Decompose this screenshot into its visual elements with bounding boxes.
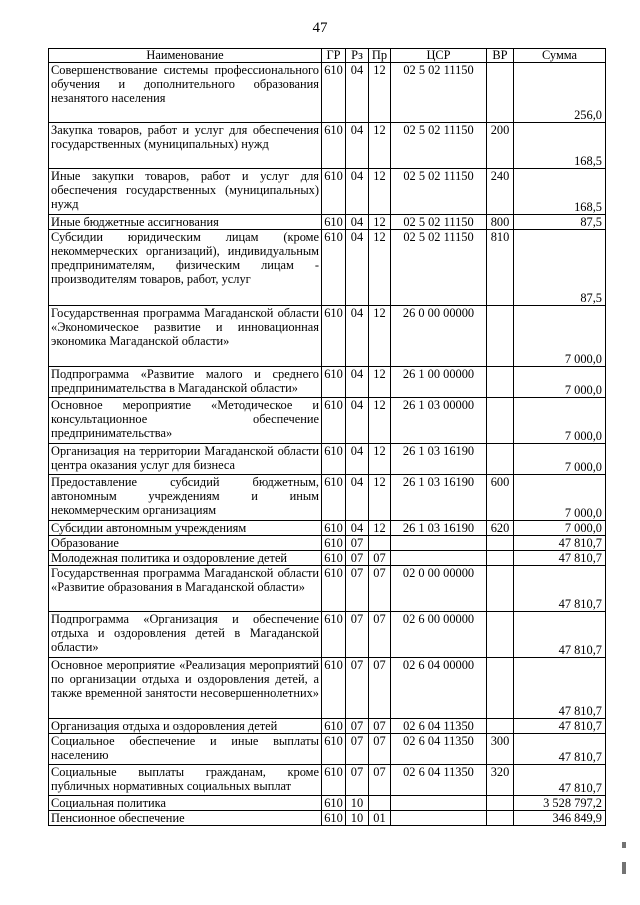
table-row — [49, 796, 606, 811]
row-gr: 610 — [322, 566, 346, 612]
row-name: Иные бюджетные ассигнования — [49, 215, 322, 230]
row-vr — [487, 796, 514, 811]
row-rz: 04 — [346, 398, 369, 444]
row-vr — [487, 306, 514, 367]
row-gr: 610 — [322, 765, 346, 796]
row-sum: 7 000,0 — [514, 521, 606, 536]
row-csr: 02 6 04 11350 — [391, 734, 487, 765]
row-rz: 04 — [346, 230, 369, 306]
header-rz: Рз — [346, 49, 369, 63]
row-csr: 02 5 02 11150 — [391, 230, 487, 306]
table-row — [49, 475, 606, 521]
row-csr — [391, 811, 487, 826]
row-sum: 47 810,7 — [514, 551, 606, 566]
page-number: 47 — [312, 20, 328, 36]
row-csr: 02 5 02 11150 — [391, 215, 487, 230]
table-row — [49, 169, 606, 215]
row-gr: 610 — [322, 658, 346, 719]
budget-table — [48, 48, 606, 826]
row-csr: 26 1 00 00000 — [391, 367, 487, 398]
row-rz: 04 — [346, 475, 369, 521]
row-name: Образование — [49, 536, 322, 551]
table-row — [49, 811, 606, 826]
table-row — [49, 367, 606, 398]
row-rz: 04 — [346, 215, 369, 230]
row-vr: 320 — [487, 765, 514, 796]
table-row — [49, 734, 606, 765]
row-pr: 12 — [369, 398, 391, 444]
edge-mark — [622, 862, 626, 874]
row-gr: 610 — [322, 475, 346, 521]
table-row — [49, 230, 606, 306]
row-gr: 610 — [322, 230, 346, 306]
row-csr: 26 1 03 16190 — [391, 475, 487, 521]
table-row — [49, 719, 606, 734]
table-row — [49, 521, 606, 536]
row-name: Субсидии автономным учреждениям — [49, 521, 322, 536]
row-gr: 610 — [322, 306, 346, 367]
row-sum: 7 000,0 — [514, 398, 606, 444]
row-vr — [487, 367, 514, 398]
row-name: Основное мероприятие «Методическое и консультационное обеспечение предпринимательства» — [49, 398, 322, 444]
row-sum: 47 810,7 — [514, 536, 606, 551]
row-gr: 610 — [322, 367, 346, 398]
table-row — [49, 658, 606, 719]
row-pr: 01 — [369, 811, 391, 826]
row-sum: 7 000,0 — [514, 306, 606, 367]
row-gr: 610 — [322, 536, 346, 551]
row-gr: 610 — [322, 521, 346, 536]
row-csr: 02 6 04 11350 — [391, 719, 487, 734]
row-gr: 610 — [322, 169, 346, 215]
table-row — [49, 63, 606, 123]
row-csr: 02 6 04 00000 — [391, 658, 487, 719]
header-csr: ЦСР — [391, 49, 487, 63]
row-vr — [487, 566, 514, 612]
row-sum: 47 810,7 — [514, 765, 606, 796]
row-vr — [487, 612, 514, 658]
row-vr: 300 — [487, 734, 514, 765]
row-rz: 07 — [346, 658, 369, 719]
row-rz: 04 — [346, 63, 369, 123]
header-vr: ВР — [487, 49, 514, 63]
row-rz: 10 — [346, 811, 369, 826]
row-rz: 04 — [346, 123, 369, 169]
row-sum: 47 810,7 — [514, 719, 606, 734]
row-name: Государственная программа Магаданской области «Экономическое развитие и инновационная экономика Магаданской области» — [49, 306, 322, 367]
row-vr — [487, 719, 514, 734]
table-row — [49, 123, 606, 169]
row-gr: 610 — [322, 734, 346, 765]
header-gr: ГР — [322, 49, 346, 63]
row-rz: 07 — [346, 536, 369, 551]
row-csr: 02 0 00 00000 — [391, 566, 487, 612]
row-pr: 07 — [369, 658, 391, 719]
row-name: Совершенствование системы профессионального обучения и дополнительного образования незанятого населения — [49, 63, 322, 123]
row-vr — [487, 398, 514, 444]
table-row — [49, 306, 606, 367]
row-rz: 04 — [346, 367, 369, 398]
row-pr: 12 — [369, 367, 391, 398]
row-vr: 620 — [487, 521, 514, 536]
row-rz: 10 — [346, 796, 369, 811]
table-row — [49, 612, 606, 658]
table-header-row — [49, 49, 606, 63]
row-name: Предоставление субсидий бюджетным, автономным учреждениям и иным некоммерческим организациям — [49, 475, 322, 521]
row-pr — [369, 536, 391, 551]
row-pr: 12 — [369, 306, 391, 367]
row-pr: 07 — [369, 551, 391, 566]
header-sum: Сумма — [514, 49, 606, 63]
row-rz: 07 — [346, 765, 369, 796]
row-pr: 07 — [369, 765, 391, 796]
row-pr: 12 — [369, 230, 391, 306]
row-vr — [487, 536, 514, 551]
row-vr: 240 — [487, 169, 514, 215]
row-csr: 02 5 02 11150 — [391, 63, 487, 123]
row-sum: 7 000,0 — [514, 475, 606, 521]
row-pr: 07 — [369, 719, 391, 734]
row-sum: 47 810,7 — [514, 566, 606, 612]
row-sum: 87,5 — [514, 215, 606, 230]
row-name: Социальное обеспечение и иные выплаты населению — [49, 734, 322, 765]
row-csr: 02 5 02 11150 — [391, 123, 487, 169]
row-rz: 04 — [346, 444, 369, 475]
row-sum: 3 528 797,2 — [514, 796, 606, 811]
row-vr: 600 — [487, 475, 514, 521]
row-gr: 610 — [322, 719, 346, 734]
row-name: Подпрограмма «Организация и обеспечение отдыха и оздоровления детей в Магаданской области» — [49, 612, 322, 658]
row-gr: 610 — [322, 63, 346, 123]
row-vr — [487, 811, 514, 826]
row-pr: 12 — [369, 169, 391, 215]
row-sum: 168,5 — [514, 123, 606, 169]
row-name: Социальные выплаты гражданам, кроме публичных нормативных социальных выплат — [49, 765, 322, 796]
table-row — [49, 444, 606, 475]
row-csr — [391, 536, 487, 551]
row-sum: 47 810,7 — [514, 658, 606, 719]
row-csr: 02 6 04 11350 — [391, 765, 487, 796]
row-rz: 04 — [346, 521, 369, 536]
row-sum: 168,5 — [514, 169, 606, 215]
row-sum: 47 810,7 — [514, 612, 606, 658]
row-vr: 200 — [487, 123, 514, 169]
row-vr — [487, 658, 514, 719]
row-gr: 610 — [322, 551, 346, 566]
row-pr: 12 — [369, 123, 391, 169]
header-name: Наименование — [49, 49, 322, 63]
table-row — [49, 536, 606, 551]
row-csr: 26 1 03 00000 — [391, 398, 487, 444]
row-gr: 610 — [322, 811, 346, 826]
row-pr — [369, 796, 391, 811]
row-rz: 04 — [346, 169, 369, 215]
row-name: Субсидии юридическим лицам (кроме некоммерческих организаций), индивидуальным предпринимателям, физическим лицам - производителям товаров, работ, услуг — [49, 230, 322, 306]
row-vr — [487, 551, 514, 566]
row-rz: 07 — [346, 719, 369, 734]
row-pr: 12 — [369, 444, 391, 475]
row-vr: 800 — [487, 215, 514, 230]
row-gr: 610 — [322, 398, 346, 444]
row-gr: 610 — [322, 796, 346, 811]
row-name: Организация отдыха и оздоровления детей — [49, 719, 322, 734]
row-csr: 26 0 00 00000 — [391, 306, 487, 367]
row-name: Организация на территории Магаданской области центра оказания услуг для бизнеса — [49, 444, 322, 475]
row-sum: 256,0 — [514, 63, 606, 123]
row-name: Подпрограмма «Развитие малого и среднего предпринимательства в Магаданской области» — [49, 367, 322, 398]
row-pr: 12 — [369, 215, 391, 230]
row-rz: 04 — [346, 306, 369, 367]
row-name: Молодежная политика и оздоровление детей — [49, 551, 322, 566]
row-gr: 610 — [322, 123, 346, 169]
edge-mark — [622, 842, 626, 848]
row-name: Пенсионное обеспечение — [49, 811, 322, 826]
row-gr: 610 — [322, 215, 346, 230]
row-name: Иные закупки товаров, работ и услуг для обеспечения государственных (муниципальных) нужд — [49, 169, 322, 215]
row-rz: 07 — [346, 566, 369, 612]
row-pr: 07 — [369, 566, 391, 612]
row-csr: 02 6 00 00000 — [391, 612, 487, 658]
row-sum: 87,5 — [514, 230, 606, 306]
row-rz: 07 — [346, 734, 369, 765]
row-csr: 02 5 02 11150 — [391, 169, 487, 215]
row-sum: 47 810,7 — [514, 734, 606, 765]
row-gr: 610 — [322, 612, 346, 658]
row-pr: 12 — [369, 521, 391, 536]
table-row — [49, 566, 606, 612]
row-pr: 07 — [369, 734, 391, 765]
header-pr: Пр — [369, 49, 391, 63]
row-name: Государственная программа Магаданской области «Развитие образования в Магаданской области» — [49, 566, 322, 612]
table-row — [49, 551, 606, 566]
row-vr — [487, 444, 514, 475]
table-row — [49, 215, 606, 230]
row-csr — [391, 551, 487, 566]
row-name: Социальная политика — [49, 796, 322, 811]
row-pr: 12 — [369, 475, 391, 521]
row-csr — [391, 796, 487, 811]
row-gr: 610 — [322, 444, 346, 475]
table-row — [49, 765, 606, 796]
row-rz: 07 — [346, 551, 369, 566]
row-csr: 26 1 03 16190 — [391, 444, 487, 475]
row-pr: 12 — [369, 63, 391, 123]
row-sum: 7 000,0 — [514, 444, 606, 475]
row-vr: 810 — [487, 230, 514, 306]
row-sum: 7 000,0 — [514, 367, 606, 398]
row-vr — [487, 63, 514, 123]
row-csr: 26 1 03 16190 — [391, 521, 487, 536]
row-name: Основное мероприятие «Реализация мероприятий по организации отдыха и оздоровления детей, а также временной занятости несовершеннолетних» — [49, 658, 322, 719]
row-sum: 346 849,9 — [514, 811, 606, 826]
row-name: Закупка товаров, работ и услуг для обеспечения государственных (муниципальных) нужд — [49, 123, 322, 169]
row-rz: 07 — [346, 612, 369, 658]
row-pr: 07 — [369, 612, 391, 658]
table-body — [49, 63, 606, 826]
table-row — [49, 398, 606, 444]
